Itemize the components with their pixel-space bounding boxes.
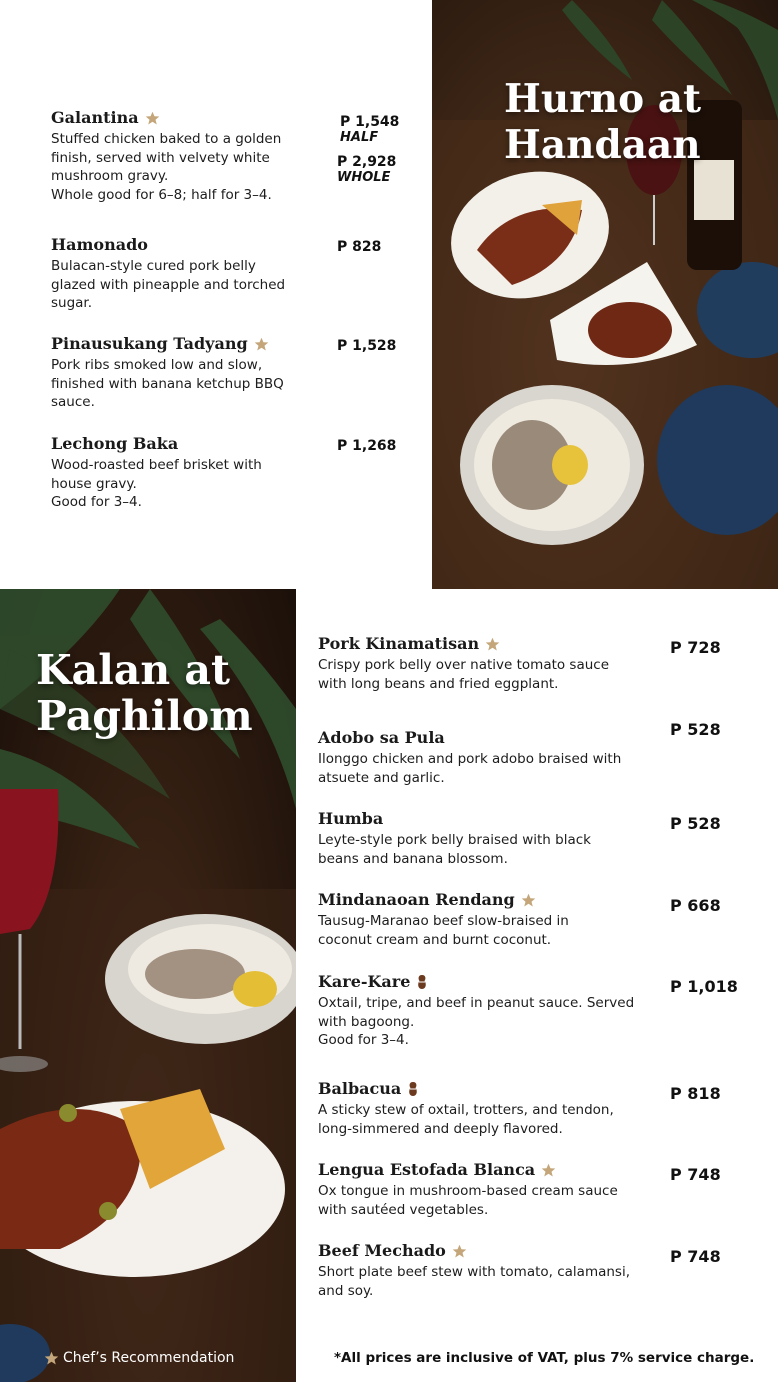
- item-name-text: Pork Kinamatisan: [318, 634, 480, 653]
- menu-item: [318, 1241, 630, 1300]
- description-line: Short plate beef stew with tomato, calamansi,: [318, 1264, 631, 1280]
- item-price: P 748: [670, 1247, 721, 1266]
- menu-item-name: [51, 334, 284, 354]
- description-line: Ox tongue in mushroom-based cream sauce: [318, 1183, 618, 1199]
- price-block: [337, 154, 396, 185]
- item-name-text: Mindanaoan Rendang: [318, 890, 515, 909]
- description-line: finish, served with velvety white: [51, 149, 270, 166]
- description-line: coconut cream and burnt coconut.: [318, 931, 552, 948]
- item-name-text: Kare-Kare: [318, 972, 411, 991]
- description-line: A sticky stew of oxtail, trotters, and tendon,: [318, 1102, 614, 1118]
- description-line: atsuete and garlic.: [318, 769, 445, 786]
- menu-item: [318, 1160, 618, 1219]
- menu-item: [318, 809, 591, 868]
- star-icon: [254, 337, 269, 352]
- description-line: Good for 3–4.: [51, 494, 142, 510]
- star-icon: [485, 637, 500, 652]
- menu-item-name: [318, 809, 591, 829]
- description-line: long-simmered and deeply flavored.: [318, 1120, 563, 1137]
- menu-item-description: [318, 912, 569, 949]
- item-name-text: Pinausukang Tadyang: [51, 334, 248, 353]
- item-name-text: Humba: [318, 809, 384, 828]
- hurno-photo-panel: [432, 0, 778, 589]
- menu-item: [318, 972, 634, 1050]
- item-price: P 668: [670, 896, 721, 915]
- item-price: P 748: [670, 1165, 721, 1184]
- section-title-line: Paghilom: [36, 692, 253, 740]
- item-price: P 1,018: [670, 977, 738, 996]
- star-icon: [452, 1244, 467, 1259]
- menu-item-name: [51, 108, 281, 128]
- kalan-photo-panel: [0, 589, 296, 1382]
- menu-item: [318, 634, 609, 693]
- menu-item-description: [318, 994, 634, 1050]
- menu-item-description: [318, 831, 591, 868]
- description-line: Ilonggo chicken and pork adobo braised with: [318, 751, 622, 767]
- menu-item: [51, 235, 285, 313]
- description-line: Leyte-style pork belly braised with black: [318, 832, 591, 848]
- description-line: Good for 3–4.: [318, 1032, 409, 1048]
- menu-item: [318, 890, 569, 949]
- item-name-text: Galantina: [51, 108, 139, 127]
- menu-item-description: [318, 1101, 614, 1138]
- section-title-line: Handaan: [504, 122, 701, 168]
- menu-item-name: [318, 728, 621, 748]
- description-line: Crispy pork belly over native tomato sauce: [318, 657, 610, 673]
- section-title-line: Hurno at: [504, 76, 701, 122]
- menu-item-name: [318, 890, 569, 910]
- star-icon: [145, 111, 160, 126]
- description-line: mushroom gravy.: [51, 168, 169, 184]
- description-line: Tausug-Maranao beef slow-braised in: [318, 913, 569, 929]
- item-price: P 1,528: [337, 338, 397, 354]
- item-price: P 728: [670, 638, 721, 657]
- description-line: sugar.: [51, 295, 93, 311]
- price-footnote: *All prices are inclusive of VAT, plus 7% service charge.: [334, 1350, 755, 1366]
- legend-label: Chef’s Recommendation: [63, 1350, 235, 1366]
- star-icon: [541, 1163, 556, 1178]
- menu-item-description: [318, 1263, 630, 1300]
- peanut-icon: [416, 974, 428, 990]
- description-line: Pork ribs smoked low and slow,: [51, 357, 263, 373]
- item-name-text: Adobo sa Pula: [318, 728, 445, 747]
- item-price: P 818: [670, 1084, 721, 1103]
- item-price: P 1,548: [340, 114, 400, 130]
- item-price: P 528: [670, 720, 721, 739]
- menu-item-name: [51, 235, 285, 255]
- menu-item-description: [318, 1182, 618, 1219]
- item-price: P 1,268: [337, 438, 397, 454]
- description-line: Whole good for 6–8; half for 3–4.: [51, 186, 272, 203]
- description-line: Stuffed chicken baked to a golden: [51, 131, 282, 147]
- description-line: Wood-roasted beef brisket with: [51, 457, 262, 473]
- item-price: P 2,928: [337, 154, 397, 170]
- description-line: Bulacan-style cured pork belly: [51, 258, 256, 274]
- peanut-icon: [407, 1081, 419, 1097]
- item-name-text: Hamonado: [51, 235, 148, 254]
- menu-item-name: [318, 1079, 614, 1099]
- menu-item: [51, 434, 262, 512]
- menu-item: [51, 334, 284, 412]
- description-line: finished with banana ketchup BBQ: [51, 375, 284, 392]
- menu-item-description: [318, 656, 609, 693]
- description-line: Oxtail, tripe, and beef in peanut sauce. Served: [318, 995, 635, 1011]
- menu-item-description: [51, 130, 281, 204]
- description-line: house gravy.: [51, 475, 137, 492]
- description-line: and soy.: [318, 1282, 374, 1299]
- menu-item-description: [51, 356, 284, 412]
- item-name-text: Beef Mechado: [318, 1241, 446, 1260]
- menu-item-description: [318, 750, 621, 787]
- description-line: with long beans and fried eggplant.: [318, 675, 559, 692]
- menu-item: [318, 1079, 614, 1138]
- item-name-text: Lechong Baka: [51, 434, 179, 453]
- menu-item-name: [318, 1160, 618, 1180]
- description-line: sauce.: [51, 394, 95, 410]
- item-price: P 828: [337, 239, 382, 255]
- section-title-kalan: [36, 647, 253, 739]
- menu-item-name: [318, 972, 634, 992]
- description-line: beans and banana blossom.: [318, 850, 508, 867]
- price-size-tag: WHOLE: [337, 170, 391, 185]
- item-name-text: Balbacua: [318, 1079, 402, 1098]
- menu-item: [318, 728, 621, 787]
- description-line: with bagoong.: [318, 1013, 415, 1030]
- price-block: [340, 114, 399, 145]
- chef-recommendation-legend: [44, 1350, 234, 1366]
- star-icon: [44, 1351, 59, 1366]
- section-title-hurno: [504, 76, 701, 168]
- menu-item-name: [51, 434, 262, 454]
- menu-item: [51, 108, 281, 204]
- price-size-tag: HALF: [340, 130, 379, 145]
- menu-item-name: [318, 1241, 630, 1261]
- description-line: glazed with pineapple and torched: [51, 276, 286, 293]
- item-price: P 528: [670, 814, 721, 833]
- menu-item-description: [51, 456, 262, 512]
- menu-item-description: [51, 257, 285, 313]
- description-line: with sautéed vegetables.: [318, 1201, 489, 1218]
- menu-item-name: [318, 634, 609, 654]
- item-name-text: Lengua Estofada Blanca: [318, 1160, 536, 1179]
- section-title-line: Kalan at: [36, 646, 230, 694]
- star-icon: [521, 893, 536, 908]
